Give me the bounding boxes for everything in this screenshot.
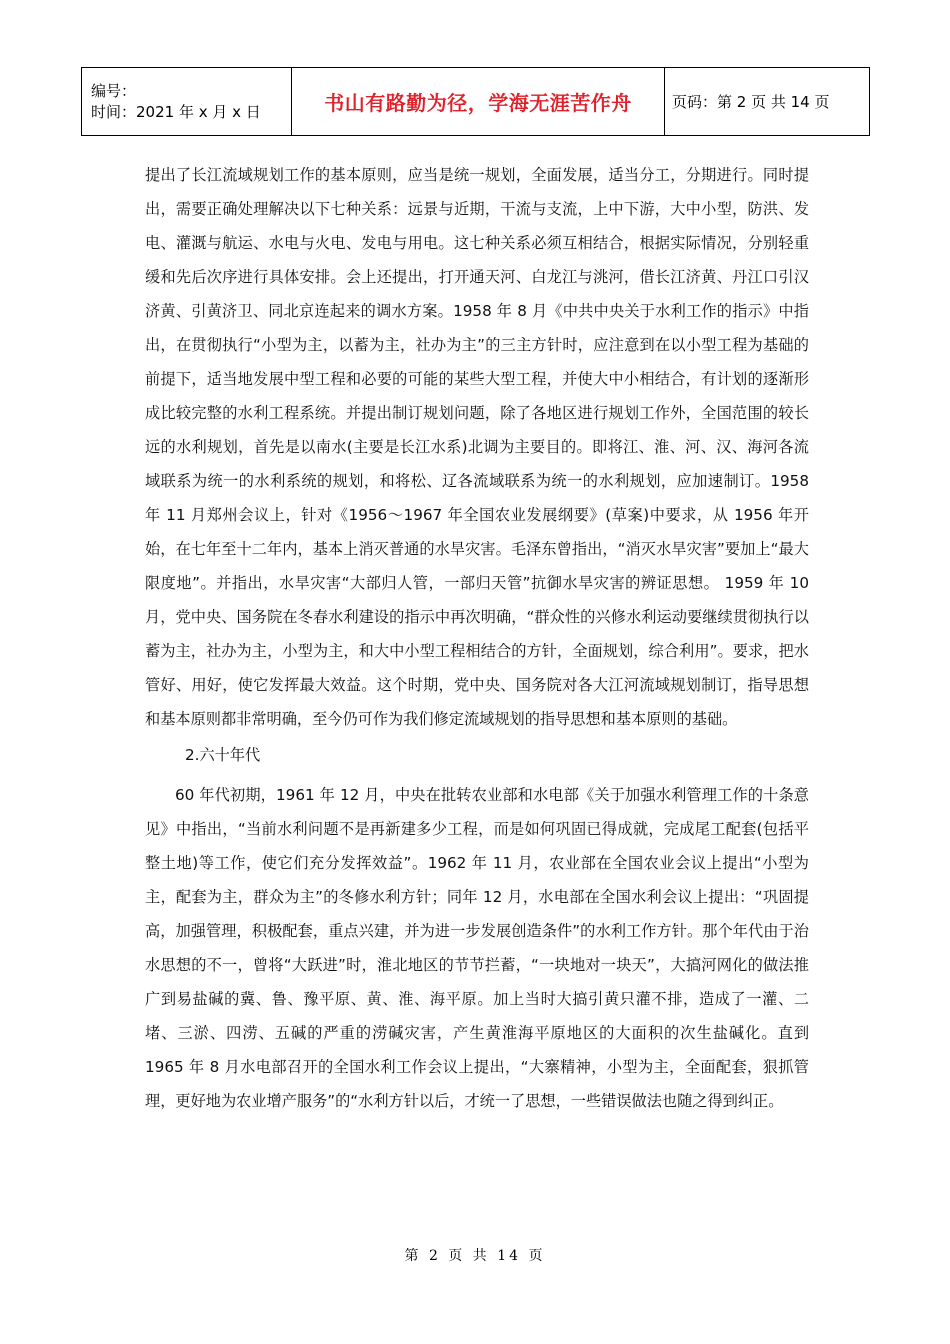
header-page-info: 页码：第 2 页 共 14 页	[665, 68, 870, 136]
section-heading: 2.六十年代	[185, 746, 261, 764]
document-date-label: 时间：2021 年 x 月 x 日	[91, 102, 261, 121]
document-number-label: 编号：	[91, 81, 137, 100]
paragraph-1: 提出了长江流域规划工作的基本原则，应当是统一规划，全面发展，适当分工，分期进行。同时提出，需要正确处理解决以下七种关系：远景与近期，干流与支流，上中下游，大中小型，防洪、发电、灌溉与航运、水电与火电、发电与用电。这七种关系必须互相结合，根据实际情况，分别轻重缓和先后次序进行具体安排。会上还提出，打开通天河、白龙江与洮河，借长江济黄、丹江口引汉济黄、引黄济卫、同北京连起来的调水方案。1958 年 8 月《中共中央关于水利工作的指示》中指出，在贯彻执行“小型为主，以蓄为主，社办为主”的三主方针时，应注意到在以小型工程为基础的前提下，适当地发展中型工程和必要的可能的某些大型工程，并使大中小相结合，有计划的逐渐形成比较完整的水利工程系统。并提出制订规划问题，除了各地区进行规划工作外，全国范围的较长远的水利规划，首先是以南水(主要是长江水系)北调为主要目的。即将江、淮、河、汉、海河各流域联系为统一的水利系统的规划，和将松、辽各流域联系为统一的水利规划，应加速制订。1958 年 11 月郑州会议上，针对《1956～1967 年全国农业发展纲要》(草案)中要求，从 1956 年开始，在七年至十二年内，基本上消灭普通的水旱灾害。毛泽东曾指出，“消灭水旱灾害”要加上“最大限度地”。并指出，水旱灾害“大部归人管，一部归天管”抗御水旱灾害的辨证思想。 1959 年 10 月，党中央、国务院在冬春水利建设的指示中再次明确，“群众性的兴修水利运动要继续贯彻执行以蓄为主，社办为主，小型为主，和大中小型工程相结合的方针，全面规划，综合利用”。要求，把水管好、用好，使它发挥最大效益。这个时期，党中央、国务院对各大江河流域规划制订，指导思想和基本原则都非常明确，至今仍可作为我们修定流域规划的指导思想和基本原则的基础。	[145, 166, 809, 728]
page-footer: 第 2 页 共 14 页	[404, 1248, 546, 1264]
document-header	[81, 67, 870, 136]
paragraph-2: 60 年代初期，1961 年 12 月，中央在批转农业部和水电部《关于加强水利管理工作的十条意见》中指出，“当前水利问题不是再新建多少工程，而是如何巩固已得成就，完成尾工配套(包括平整土地)等工作，使它们充分发挥效益”。1962 年 11 月，农业部在全国农业会议上提出“小型为主，配套为主，群众为主”的冬修水利方针；同年 12 月，水电部在全国水利会议上提出：“巩固提高，加强管理，积极配套，重点兴建，并为进一步发展创造条件”的水利工作方针。那个年代由于治水思想的不一，曾将“大跃进”时，淮北地区的节节拦蓄，“一块地对一块天”，大搞河网化的做法推广到易盐碱的冀、鲁、豫平原、黄、淮、海平原。加上当时大搞引黄只灌不排，造成了一灌、二堵、三淤、四涝、五碱的严重的涝碱灾害，产生黄淮海平原地区的大面积的次生盐碱化。直到 1965 年 8 月水电部召开的全国水利工作会议上提出，“大寨精神，小型为主，全面配套，狠抓管理，更好地为农业增产服务”的“水利方针以后，才统一了思想，一些错误做法也随之得到纠正。	[145, 786, 809, 1110]
header-motto: 书山有路勤为径，学海无涯苦作舟	[292, 68, 665, 136]
header-meta	[82, 68, 292, 136]
document-body	[145, 158, 809, 1118]
